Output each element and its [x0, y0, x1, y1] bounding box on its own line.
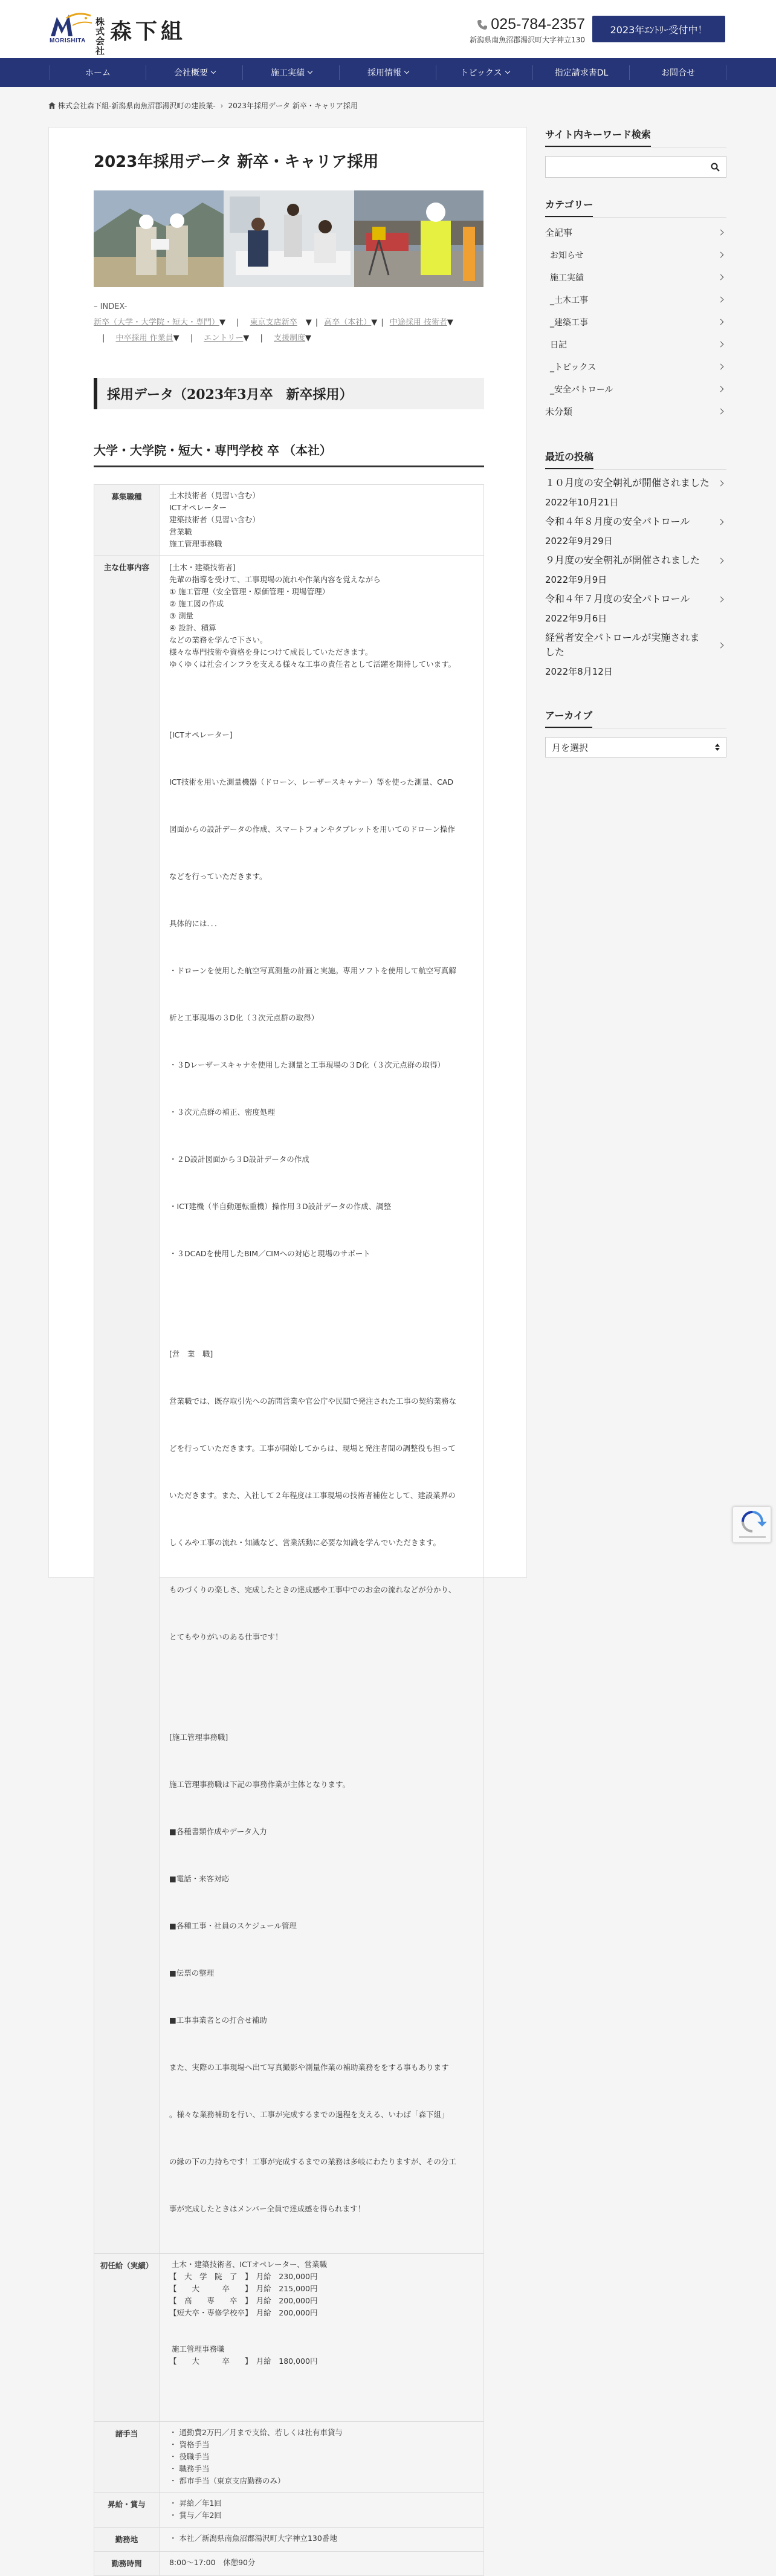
table-row	[94, 2254, 484, 2422]
index-nav	[94, 299, 484, 346]
logo-sub-text: MORISHITA	[50, 37, 86, 44]
nav-label: 施工実績	[271, 68, 305, 78]
category-label: 日記	[550, 340, 567, 350]
cell-line: ・ 職務手当	[169, 2464, 210, 2473]
cell-line: とてもやりがいのある仕事です！	[169, 1632, 283, 1641]
caret-down-icon: ▼	[219, 318, 226, 327]
breadcrumb	[48, 100, 358, 111]
index-link-entry[interactable]: エントリー	[204, 334, 244, 343]
header-address: 新潟県南魚沼郡湯沢町大字神立130	[470, 36, 585, 44]
nav-item-contact[interactable]	[630, 58, 726, 87]
index-link-support[interactable]: 支援制度	[274, 334, 306, 343]
cell-line: [ICTオペレーター]	[169, 730, 233, 739]
select-arrows-icon	[715, 744, 720, 751]
recent-post[interactable]	[545, 514, 726, 553]
row-header: 勤務時間	[94, 2552, 160, 2576]
cell-line: ・３DCADを使用したBIM／CIMへの対応と現場のサポート	[169, 1249, 370, 1258]
widget-title: サイト内キーワード検索	[545, 127, 651, 147]
index-link-midcareer-worker[interactable]: 中卒採用 作業員	[115, 334, 173, 343]
job-description-cell	[160, 556, 484, 2254]
raise-bonus-cell	[160, 2493, 484, 2528]
cell-line: ■電話・来客対応	[169, 1874, 230, 1883]
category-item[interactable]	[545, 311, 726, 333]
category-label: _建築工事	[550, 317, 588, 328]
category-item[interactable]	[545, 244, 726, 266]
caret-down-icon: ▼	[305, 334, 312, 343]
cell-line: ■各種書類作成やデータ入力	[169, 1827, 267, 1836]
allowances-cell	[160, 2422, 484, 2493]
cell-line: 営業職	[169, 527, 192, 536]
index-link-tokyo[interactable]: 東京支店新卒	[250, 318, 297, 327]
cell-line: ④ 設計、積算	[169, 623, 216, 632]
cell-line: ・３次元点群の補正、密度処理	[169, 1108, 276, 1117]
chevron-down-icon	[404, 69, 409, 74]
index-link-new-grad[interactable]: 新卒（大学・大学院・短大・専門）	[94, 318, 220, 327]
post-title[interactable]: １０月度の安全朝礼が開催されました	[545, 477, 710, 488]
cell-line: ものづくりの楽しさ、完成したときの達成感や工事中でのお金の流れなどが分かり、	[169, 1585, 456, 1594]
site-logo[interactable]	[48, 12, 186, 56]
phone-number-text: 025-784-2357	[491, 16, 585, 33]
chevron-right-icon	[718, 342, 724, 348]
section-heading: 採用データ（2023年3月卒 新卒採用）	[94, 378, 484, 409]
nav-label: 会社概要	[174, 68, 208, 78]
widget-title: 最近の投稿	[545, 449, 593, 469]
category-item[interactable]	[545, 400, 726, 423]
chevron-right-icon	[718, 480, 724, 486]
cell-line: ・ICT建機（半自動運転重機）操作用３D設計データの作成、調整	[169, 1202, 392, 1211]
caret-down-icon: ▼	[243, 334, 250, 343]
logo-company-name: 森下組	[110, 19, 187, 44]
cell-line: などの業務を学んで下さい。	[169, 635, 268, 644]
photo-field-workers	[94, 190, 224, 287]
recent-post[interactable]	[545, 476, 726, 514]
category-label: お知らせ	[550, 250, 584, 261]
cell-line: 営業職では、既存取引先への訪問営業や官公庁や民間で発注された工事の契約業務な	[169, 1397, 457, 1406]
post-date: 2022年8月12日	[545, 666, 613, 677]
index-link-midcareer-engineer[interactable]: 中途採用 技術者	[389, 318, 447, 327]
row-header: 諸手当	[94, 2422, 160, 2493]
index-label: – INDEX-	[94, 302, 128, 311]
cell-line: 【 大 学 院 了 】 月給 230,000円	[169, 2272, 318, 2281]
category-item[interactable]	[545, 355, 726, 378]
search-widget	[545, 127, 726, 178]
post-title[interactable]: 令和４年７月度の安全パトロール	[545, 593, 690, 605]
recent-post[interactable]	[545, 631, 726, 684]
cell-line: ■工事事業者との打合せ補助	[169, 2016, 267, 2025]
chevron-right-icon	[718, 409, 724, 415]
cell-line: の縁の下の力持ちです！工事が完成するまでの業務は多岐にわたりますが、その分工	[169, 2157, 456, 2166]
row-header: 初任給（実績）	[94, 2254, 160, 2422]
cell-line: ・２D設計図面から３D設計データの作成	[169, 1155, 309, 1164]
nav-item-invoice-dl[interactable]	[533, 58, 630, 87]
chevron-right-icon	[718, 596, 724, 602]
chevron-right-icon	[718, 557, 724, 563]
job-types-cell	[160, 485, 484, 556]
cell-line: 施工管理事務職は下記の事務作業が主体となります。	[169, 1780, 351, 1789]
nav-item-topics[interactable]	[436, 58, 533, 87]
breadcrumb-home-link[interactable]: 株式会社森下組-新潟県南魚沼郡湯沢町の建設業-	[58, 102, 216, 110]
cell-line: ■各種工事・社員のスケジュール管理	[169, 1921, 297, 1930]
cell-line: ■伝票の整理	[169, 1968, 215, 1977]
home-icon	[48, 102, 56, 109]
category-label: 施工実績	[550, 273, 584, 283]
category-widget	[545, 197, 726, 423]
widget-title: アーカイブ	[545, 708, 592, 728]
sub-heading: 大学・大学院・短大・専門学校 卒 （本社）	[94, 441, 484, 467]
row-header: 昇給・賞与	[94, 2493, 160, 2528]
caret-down-icon: ▼	[305, 318, 312, 327]
chevron-right-icon	[718, 252, 724, 258]
post-date: 2022年9月6日	[545, 613, 607, 624]
cell-line: ・ 賞与／年2回	[169, 2511, 222, 2520]
chevron-right-icon	[718, 274, 724, 281]
caret-down-icon: ▼	[447, 318, 453, 327]
nav-label: お問合せ	[661, 68, 695, 78]
cell-line: 施工管理事務職	[169, 539, 222, 548]
logo-mark-icon	[48, 12, 93, 44]
cell-line: 。様々な業務補助を行い、工事が完成するまでの過程を支える、いわば「森下組」	[169, 2110, 449, 2119]
photo-office-meeting	[224, 190, 354, 287]
divider: |	[260, 334, 263, 343]
category-item[interactable]	[545, 288, 726, 311]
category-item[interactable]	[545, 378, 726, 400]
cell-line: 事が完成したときはメンバー全員で達成感を得られます！	[169, 2204, 366, 2213]
archive-select-value: 月を選択	[552, 742, 589, 753]
cell-line: どを行っていただきます。工事が開始してからは、現場と発注者間の調整役も担って	[169, 1444, 456, 1453]
logo-kaisha: 株式会社	[95, 16, 105, 56]
row-header: 募集職種	[94, 485, 160, 556]
cell-line: また、実際の工事現場へ出て写真撮影や測量作業の補助業務ををする事もあります	[169, 2063, 449, 2072]
table-row	[94, 485, 484, 556]
work-hours-cell	[160, 2552, 484, 2576]
post-date: 2022年10月21日	[545, 497, 619, 508]
global-nav	[0, 58, 776, 87]
table-row	[94, 556, 484, 2254]
widget-title: カテゴリー	[545, 197, 593, 217]
cell-line: ・ 役職手当	[169, 2452, 210, 2461]
category-label: 未分類	[545, 406, 573, 417]
starting-salary-cell	[160, 2254, 484, 2422]
post-title[interactable]: 令和４年８月度の安全パトロール	[545, 516, 690, 527]
category-list	[545, 221, 726, 423]
cell-line: しくみや工事の流れ・知識など、営業活動に必要な知識を学んでいただきます。	[169, 1538, 441, 1547]
category-item[interactable]	[545, 221, 726, 244]
cell-line: ③ 測量	[169, 611, 194, 620]
cell-line: ゆくゆくは社会インフラを支える様々な工事の責任者として活躍を期待しています。	[169, 660, 456, 669]
chevron-right-icon	[718, 519, 724, 525]
cell-line: [営 業 職]	[169, 1349, 213, 1358]
sidebar	[545, 127, 726, 758]
divider: |	[190, 334, 193, 343]
cell-line: ① 施工管理（安全管理・原価管理・現場管理）	[169, 587, 330, 596]
chevron-down-icon	[308, 69, 312, 74]
cell-line: ICTオペレーター	[169, 503, 227, 512]
nav-item-recruit[interactable]	[340, 58, 436, 87]
recruit-data-table	[94, 484, 484, 2576]
post-title[interactable]: ９月度の安全朝礼が開催されました	[545, 554, 700, 566]
phone-icon	[476, 19, 488, 31]
nav-item-company[interactable]	[146, 58, 243, 87]
cell-line: 8:00～17:00 休憩90分	[169, 2558, 256, 2567]
cell-line: 【 大 卒 】 月給 215,000円	[169, 2284, 318, 2293]
divider: |	[315, 318, 318, 327]
breadcrumb-current: 2023年採用データ 新卒・キャリア採用	[228, 102, 358, 110]
cell-line: ・ 昇給／年1回	[169, 2499, 222, 2508]
caret-down-icon: ▼	[371, 318, 378, 327]
cell-line: 析と工事現場の３D化（３次元点群の取得）	[169, 1013, 319, 1022]
archive-widget	[545, 708, 726, 758]
cell-line: 【短大卒・専修学校卒】 月給 200,000円	[169, 2308, 318, 2317]
cell-line: 【 大 卒 】 月給 180,000円	[169, 2357, 318, 2366]
category-label: _トピックス	[550, 362, 597, 372]
divider: |	[102, 334, 105, 343]
header-contact	[470, 16, 585, 45]
row-header: 勤務地	[94, 2528, 160, 2552]
nav-label: トピックス	[460, 68, 502, 78]
cell-line: いただきます。また、入社して２年程度は工事現場の技術者補佐として、建設業界の	[169, 1491, 456, 1500]
cell-line: [施工管理事務職]	[169, 1733, 228, 1742]
chevron-right-icon	[718, 230, 724, 236]
page-title: 2023年採用データ 新卒・キャリア採用	[94, 153, 379, 171]
cell-line: ・ 本社／新潟県南魚沼郡湯沢町大字神立130番地	[169, 2534, 337, 2543]
cell-line: ・３Dレーザースキャナを使用した測量と工事現場の３D化（３次元点群の取得）	[169, 1060, 445, 1069]
cell-line: ・ 都市手当（東京支店勤務のみ）	[169, 2476, 285, 2485]
cell-line: ・ 通勤費2万円／月まで支給、若しくは社有車貸与	[169, 2428, 343, 2437]
cell-line: などを行っていただきます。	[169, 872, 267, 881]
recent-post[interactable]	[545, 592, 726, 631]
chevron-right-icon	[718, 642, 724, 648]
cell-line: ・ドローンを使用した航空写真測量の計画と実施。専用ソフトを使用して航空写真解	[169, 966, 456, 975]
nav-label: 指定請求書DL	[554, 68, 609, 78]
header-photo-collage	[94, 190, 484, 287]
cell-line: [土木・建築技術者]	[169, 563, 236, 572]
divider: |	[381, 318, 384, 327]
chevron-right-icon	[718, 297, 724, 303]
photo-surveying	[354, 190, 484, 287]
row-header: 主な仕事内容	[94, 556, 160, 2254]
site-header	[0, 0, 776, 58]
nav-item-works[interactable]	[243, 58, 340, 87]
category-item[interactable]	[545, 333, 726, 355]
archive-select[interactable]	[545, 737, 726, 758]
cell-line: 施工管理事務職	[169, 2344, 225, 2354]
cell-line: ・ 資格手当	[169, 2440, 210, 2449]
index-link-highschool[interactable]: 高卒（本社）	[324, 318, 372, 327]
cell-line: 様々な専門技術や資格を身につけて成長していただきます。	[169, 647, 373, 657]
table-row	[94, 2493, 484, 2528]
nav-label: ホーム	[85, 68, 111, 78]
chevron-right-icon	[718, 364, 724, 370]
cell-line: ICT技術を用いた測量機器（ドローン、レーザースキャナー）等を使った測量、CAD	[169, 777, 454, 787]
nav-item-home[interactable]	[50, 58, 146, 87]
table-row	[94, 2552, 484, 2576]
recent-post[interactable]	[545, 553, 726, 592]
entry-button[interactable]: 2023年ｴﾝﾄﾘｰ受付中！	[592, 16, 725, 42]
table-row	[94, 2422, 484, 2493]
recent-posts-widget	[545, 449, 726, 684]
caret-down-icon: ▼	[173, 334, 179, 343]
cell-line: 建築技術者（見習い含む）	[169, 515, 260, 524]
cell-line: 【 高 専 卒 】 月給 200,000円	[169, 2296, 318, 2305]
cell-line: 先輩の指導を受けて、工事現場の流れや作業内容を覚えながら	[169, 575, 381, 584]
search-icon[interactable]	[711, 163, 720, 172]
post-date: 2022年9月9日	[545, 574, 607, 585]
main-content	[48, 127, 527, 2568]
cell-line: 土木・建築技術者、ICTオペレーター、営業職	[169, 2260, 328, 2269]
post-title[interactable]: 経営者安全パトロールが実施されました	[545, 632, 700, 658]
divider: |	[236, 318, 239, 327]
chevron-right-icon	[718, 319, 724, 325]
table-row	[94, 2528, 484, 2552]
nav-label: 採用情報	[367, 68, 401, 78]
recaptcha-badge[interactable]	[732, 1507, 771, 1543]
cell-line: 土木技術者（見習い含む）	[169, 491, 260, 500]
category-label: 全記事	[545, 227, 573, 238]
breadcrumb-separator-icon: ›	[220, 101, 224, 110]
work-location-cell	[160, 2528, 484, 2552]
category-label: _安全パトロール	[550, 384, 613, 395]
post-date: 2022年9月29日	[545, 536, 613, 547]
cell-line: ② 施工図の作成	[169, 599, 224, 608]
category-item[interactable]	[545, 266, 726, 288]
search-input[interactable]	[545, 156, 726, 178]
chevron-down-icon	[211, 69, 216, 74]
cell-line: 具体的には．．．	[169, 919, 222, 928]
chevron-right-icon	[718, 386, 724, 392]
category-label: _土木工事	[550, 295, 588, 305]
phone-number[interactable]	[470, 16, 585, 33]
chevron-down-icon	[505, 69, 509, 74]
cell-line: 図面からの設計データの作成、スマートフォンやタブレットを用いてのドローン操作	[169, 825, 455, 834]
recaptcha-icon	[733, 1507, 772, 1543]
